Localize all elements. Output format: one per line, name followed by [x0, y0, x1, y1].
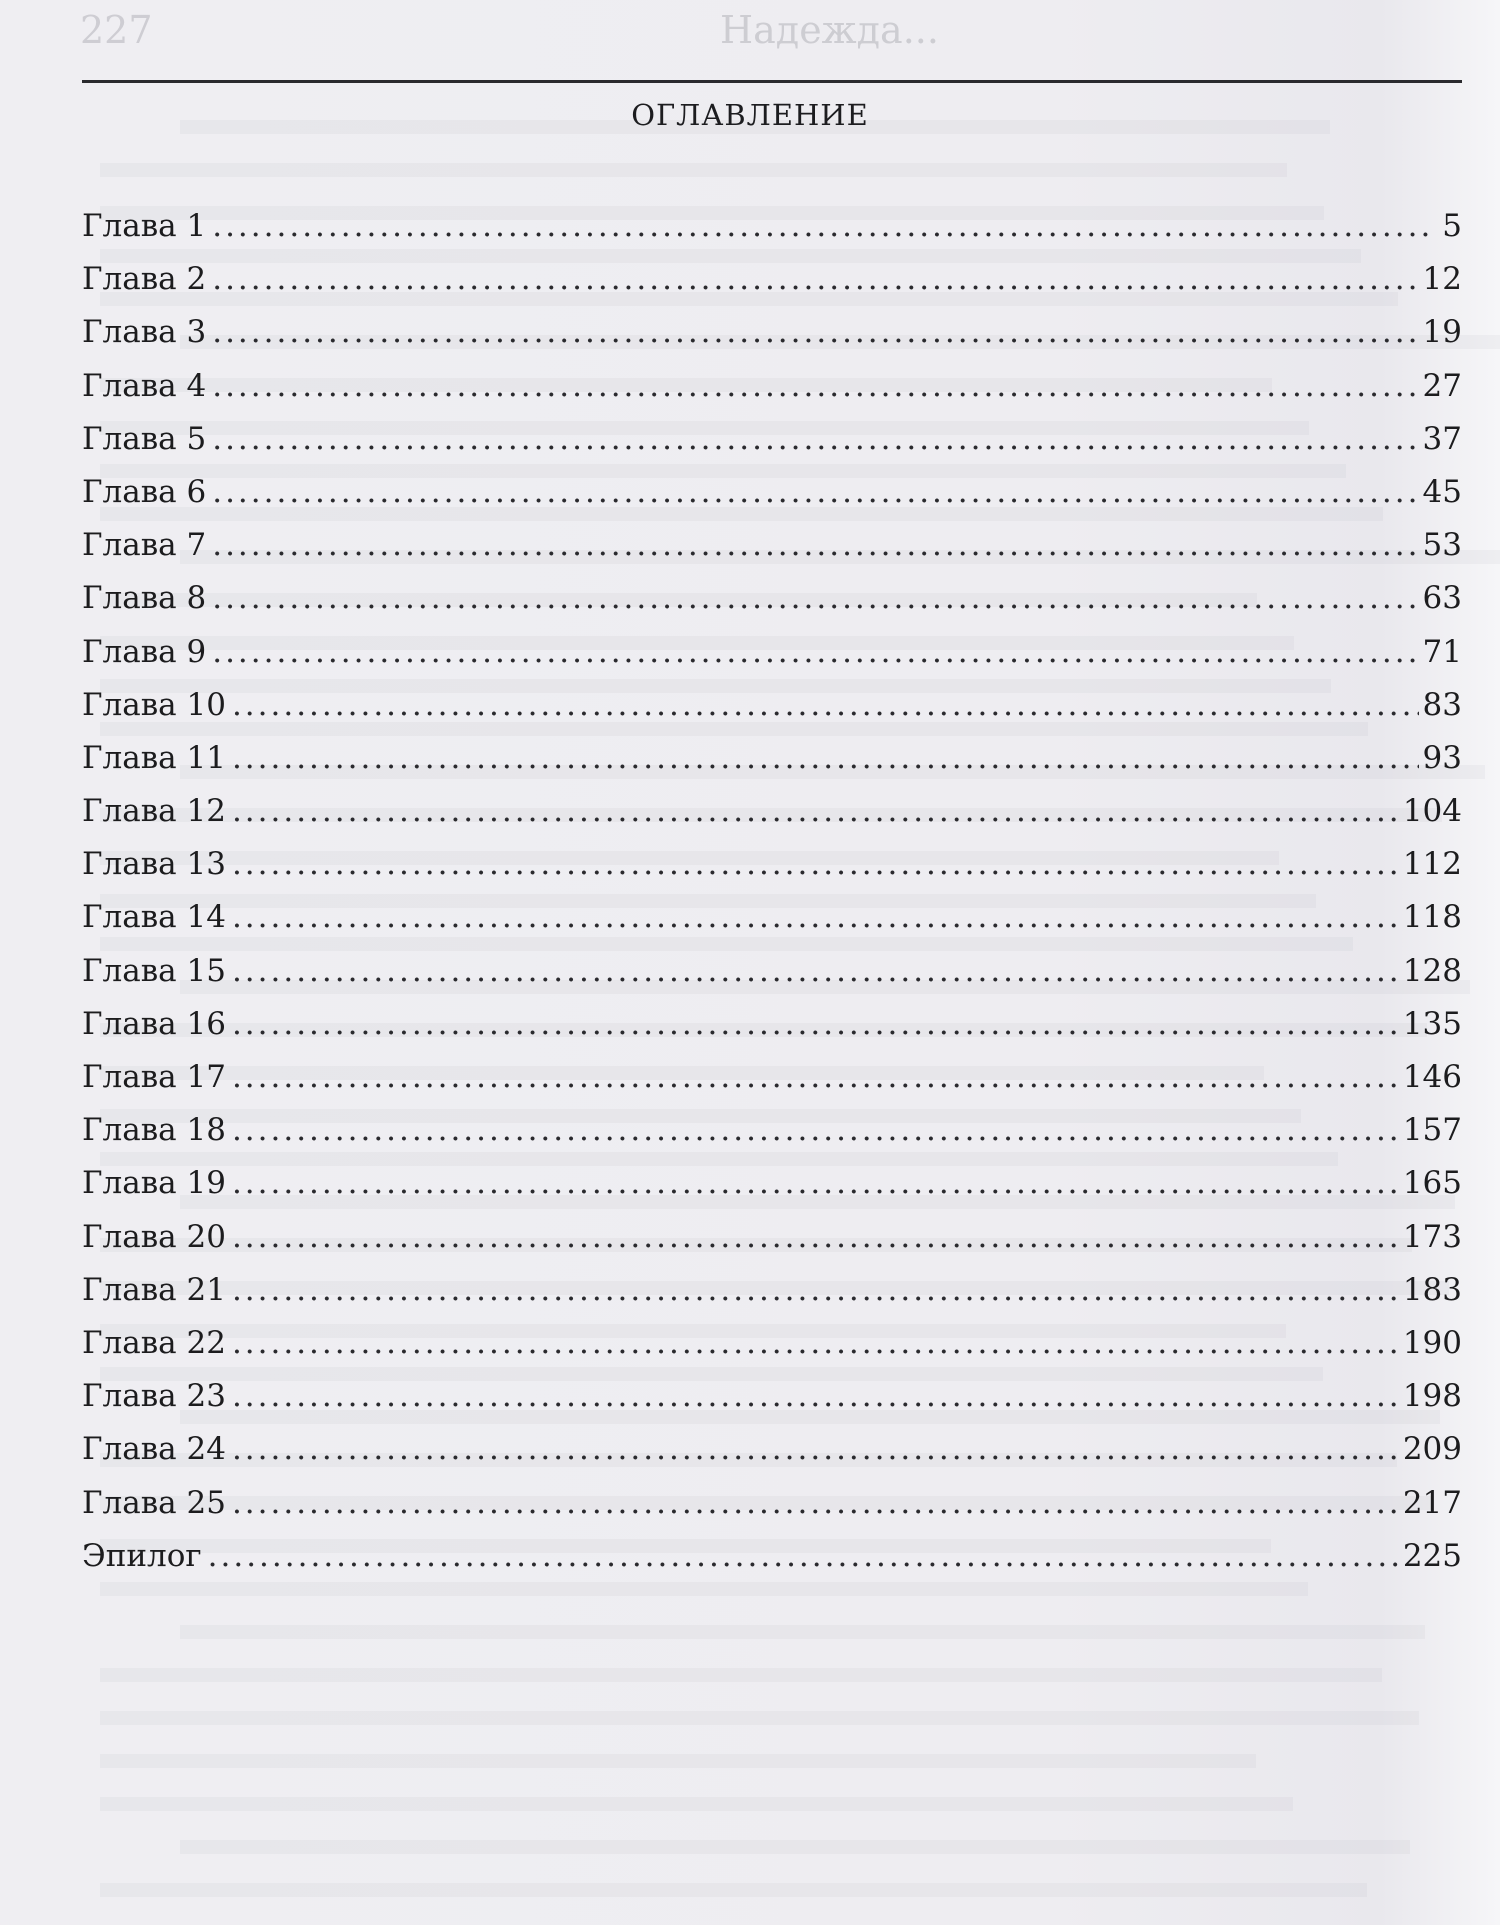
bleed-through-line: [100, 163, 1287, 177]
toc-leader-dots: [232, 1057, 1399, 1097]
toc-entry-page: 27: [1422, 367, 1462, 404]
toc-entry: [82, 791, 1462, 844]
toc-entry-page: 71: [1422, 633, 1462, 670]
toc-leader-dots: [232, 951, 1399, 991]
toc-entry-label: Глава 14: [82, 899, 226, 936]
toc-entry-page: 190: [1402, 1324, 1462, 1361]
toc-entry-page: 112: [1402, 846, 1462, 883]
toc-entry-page: 183: [1402, 1271, 1462, 1308]
toc-entry: [82, 1483, 1462, 1536]
toc-entry: [82, 844, 1462, 897]
toc-entry: [82, 419, 1462, 472]
toc-entry-page: 53: [1422, 527, 1462, 564]
toc-entry-label: Глава 18: [82, 1112, 226, 1149]
toc-entry-page: 209: [1402, 1431, 1462, 1468]
toc-leader-dots: [212, 366, 1418, 406]
toc-entry: [82, 1163, 1462, 1216]
toc-entry-label: Глава 10: [82, 686, 226, 723]
toc-title: ОГЛАВЛЕНИЕ: [631, 98, 869, 132]
toc-entry: [82, 1536, 1462, 1589]
toc-entry: [82, 472, 1462, 525]
toc-entry: [82, 1004, 1462, 1057]
toc-entry: [82, 578, 1462, 631]
toc-entry-label: Глава 22: [82, 1324, 226, 1361]
bleed-through-line: [100, 1883, 1367, 1897]
toc-entry-page: 135: [1402, 1005, 1462, 1042]
toc-entry-label: Глава 15: [82, 952, 226, 989]
toc-entry: [82, 685, 1462, 738]
toc-entry-page: 146: [1402, 1059, 1462, 1095]
toc-entry-label: Глава 23: [82, 1378, 226, 1415]
bleed-through-line: [180, 1840, 1410, 1854]
toc-entry-label: Глава 25: [82, 1484, 226, 1521]
toc-entry-label: Глава 16: [82, 1005, 226, 1042]
toc-entry-page: 19: [1422, 314, 1462, 351]
toc-entry-label: Глава 1: [82, 208, 207, 244]
toc-entry: [82, 1217, 1462, 1270]
toc-entry: [82, 1057, 1462, 1110]
toc-entry: [82, 366, 1462, 419]
header-rule: [82, 80, 1462, 83]
toc-entry: [82, 897, 1462, 950]
toc-entry: [82, 1429, 1462, 1482]
toc-leader-dots: [232, 791, 1399, 831]
toc-entry-label: Глава 3: [82, 314, 207, 351]
toc-entry-label: Глава 17: [82, 1059, 226, 1095]
toc-entry-label: Глава 24: [82, 1431, 226, 1468]
toc-entry-page: 128: [1402, 952, 1462, 989]
toc-entry-page: 225: [1402, 1537, 1462, 1574]
toc-entry-page: 217: [1402, 1484, 1462, 1521]
toc-leader-dots: [232, 1004, 1399, 1044]
toc-leader-dots: [212, 578, 1418, 618]
toc-leader-dots: [212, 259, 1418, 299]
bleed-through-line: [100, 1754, 1256, 1768]
toc-entry-label: Глава 9: [82, 633, 207, 670]
toc-leader-dots: [212, 472, 1418, 512]
toc-entry-page: 93: [1422, 739, 1462, 776]
toc-leader-dots: [232, 1483, 1399, 1523]
toc-leader-dots: [232, 685, 1419, 725]
toc-leader-dots: [232, 1429, 1399, 1469]
toc-entry-label: Глава 12: [82, 793, 226, 830]
toc-entry: [82, 1323, 1462, 1376]
toc-entry-page: 63: [1422, 580, 1462, 617]
toc-leader-dots: [212, 206, 1428, 246]
toc-entry: [82, 206, 1462, 259]
bleed-through-line: [100, 1668, 1382, 1682]
toc-leader-dots: [232, 1323, 1399, 1363]
toc-entry-page: 12: [1422, 261, 1462, 298]
toc-entry-page: 173: [1402, 1218, 1462, 1255]
table-of-contents: [82, 206, 1462, 1589]
running-header-title: Надежда...: [720, 8, 939, 52]
toc-leader-dots: [212, 419, 1418, 459]
toc-entry-label: Глава 21: [82, 1271, 226, 1308]
toc-leader-dots: [212, 525, 1418, 565]
toc-leader-dots: [232, 1110, 1399, 1150]
toc-leader-dots: [208, 1536, 1399, 1576]
toc-entry-label: Глава 19: [82, 1165, 226, 1202]
toc-entry: [82, 525, 1462, 578]
toc-entry: [82, 312, 1462, 365]
toc-entry: [82, 1110, 1462, 1163]
toc-leader-dots: [232, 844, 1399, 884]
toc-entry: [82, 738, 1462, 791]
toc-entry-label: Глава 11: [82, 739, 226, 776]
toc-leader-dots: [212, 312, 1418, 352]
toc-entry-label: Глава 6: [82, 473, 207, 510]
toc-entry-label: Глава 5: [82, 420, 207, 457]
toc-entry-page: 157: [1402, 1112, 1462, 1149]
toc-leader-dots: [232, 1163, 1399, 1203]
toc-entry: [82, 951, 1462, 1004]
toc-entry-label: Глава 4: [82, 367, 207, 404]
toc-leader-dots: [232, 1217, 1399, 1257]
toc-entry-label: Глава 20: [82, 1218, 226, 1255]
toc-entry: [82, 1270, 1462, 1323]
bleed-through-line: [180, 1625, 1425, 1639]
toc-entry: [82, 1376, 1462, 1429]
toc-entry: [82, 259, 1462, 312]
toc-entry-label: Глава 8: [82, 580, 207, 617]
toc-leader-dots: [232, 1270, 1399, 1310]
toc-entry: [82, 632, 1462, 685]
toc-entry-label: Глава 7: [82, 527, 207, 564]
toc-leader-dots: [232, 897, 1399, 937]
toc-entry-page: 118: [1402, 899, 1462, 936]
toc-entry-page: 45: [1422, 473, 1462, 510]
toc-entry-page: 104: [1402, 793, 1462, 830]
toc-entry-page: 165: [1402, 1165, 1462, 1202]
toc-leader-dots: [232, 738, 1419, 778]
toc-entry-label: Эпилог: [82, 1537, 202, 1574]
toc-entry-page: 5: [1442, 208, 1462, 244]
toc-leader-dots: [212, 632, 1418, 672]
toc-entry-page: 198: [1402, 1378, 1462, 1415]
bleed-through-line: [100, 1797, 1293, 1811]
toc-leader-dots: [232, 1376, 1399, 1416]
toc-entry-page: 83: [1422, 686, 1462, 723]
toc-entry-label: Глава 13: [82, 846, 226, 883]
toc-entry-label: Глава 2: [82, 261, 207, 298]
toc-entry-page: 37: [1422, 420, 1462, 457]
bleed-through-line: [100, 1711, 1419, 1725]
running-header-page-number: 227: [80, 8, 153, 52]
